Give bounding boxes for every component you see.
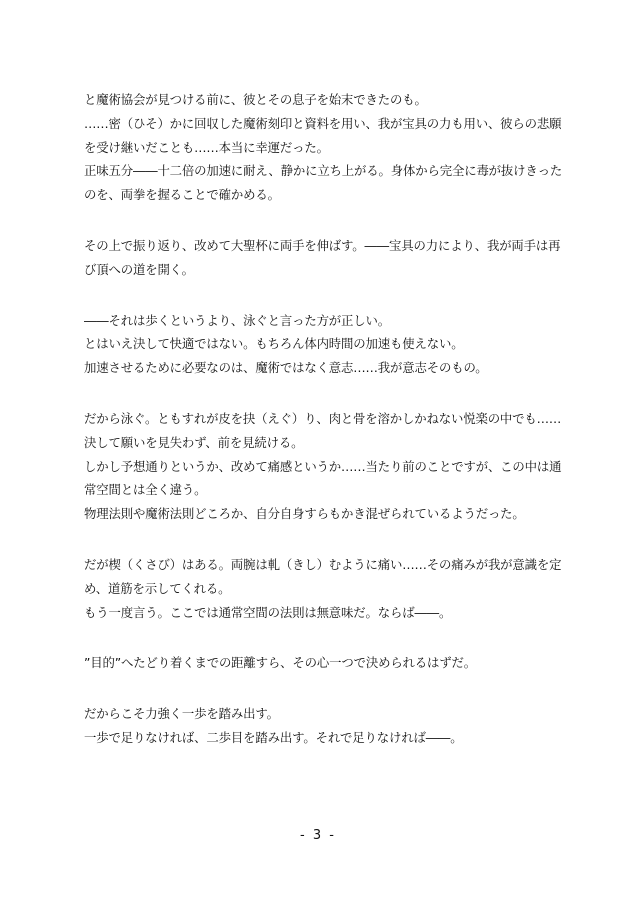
text-line: しかし予想通りというか、改めて痛感というか……当たり前のことですが、この中は通: [84, 458, 562, 474]
text-line: め、道筋を示してくれる。: [84, 580, 231, 596]
paragraph: [84, 702, 558, 750]
text-line: 決して願いを見失わず、前を見続ける。: [84, 434, 304, 450]
paragraph: [84, 234, 561, 282]
text-line: だからこそ力強く一歩を踏み出す。: [84, 706, 279, 722]
text-line: とはいえ決して快適ではない。もちろん体内時間の加速も使えない。: [84, 336, 464, 352]
text-line: だから泳ぐ。ともすれが皮を抉（えぐ）り、肉と骨を溶かしかねない悦楽の中でも……: [84, 410, 562, 426]
page-number: - 3 -: [300, 828, 336, 843]
paragraph: [84, 407, 562, 526]
text-line: 物理法則や魔術法則どころか、自分自身すらもかき混ぜられているようだった。: [84, 506, 525, 522]
text-line: 正味五分――十二倍の加速に耐え、静かに立ち上がる。身体から完全に毒が抜けきった: [84, 163, 563, 179]
text-line: だが楔（くさび）はある。両腕は軋（きし）むように痛い……その痛みが我が意識を定: [84, 556, 562, 572]
text-line: ――それは歩くというより、泳ぐと言った方が正しい。: [84, 312, 391, 328]
text-line: び頂への道を開く。: [84, 261, 194, 277]
paragraph: [84, 651, 558, 675]
body-text: [84, 88, 563, 777]
text-line: を受け継いだことも……本当に幸運だった。: [84, 139, 329, 155]
text-line: その上で振り返り、改めて大聖杯に両手を伸ばす。――宝具の力により、我が両手は再: [84, 237, 561, 253]
text-line: 一歩で足りなければ、二歩目を踏み出す。それで足りなければ――。: [84, 729, 463, 745]
paragraph: [84, 309, 558, 380]
text-line: ”目的”へたどり着くまでの距離すら、その心一つで決められるはずだ。: [84, 655, 476, 671]
text-line: と魔術協会が見つける前に、彼とその息子を始末できたのも。: [84, 92, 427, 107]
text-line: もう一度言う。ここでは通常空間の法則は無意味だ。ならば――。: [84, 604, 452, 620]
text-line: のを、両拳を握ることで確かめる。: [84, 187, 280, 203]
paragraph: [84, 88, 563, 207]
text-line: ……密（ひそ）かに回収した魔術刻印と資料を用い、我が宝具の力も用い、彼らの悲願: [84, 115, 562, 131]
paragraph: [84, 553, 562, 624]
text-line: 常空間とは全く違う。: [84, 482, 207, 498]
text-line: 加速させるために必要なのは、魔術ではなく意志……我が意志そのもの。: [84, 360, 488, 376]
